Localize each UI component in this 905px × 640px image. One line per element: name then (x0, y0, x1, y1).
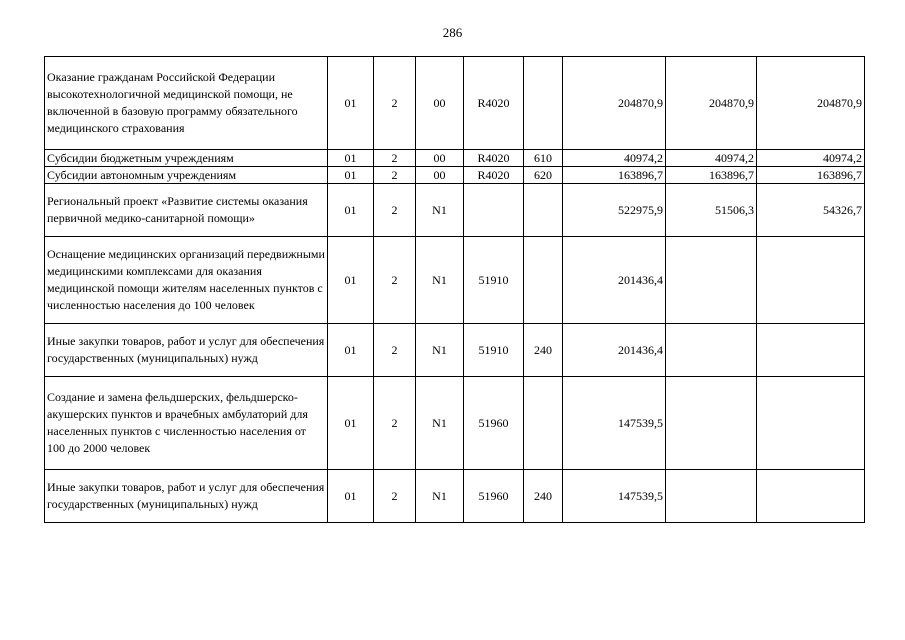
row-expense-type: 620 (524, 167, 563, 184)
row-amount-year2: 163896,7 (666, 167, 757, 184)
row-name: Оказание гражданам Российской Федерации высокотехнологичной медицинской помощи, не включенной в базовую программу обязательного медицинского страхования (45, 57, 328, 150)
row-subsection: 2 (374, 150, 416, 167)
row-name: Субсидии бюджетным учреждениям (45, 150, 328, 167)
budget-table (44, 56, 865, 523)
row-expense-type (524, 237, 563, 324)
row-expense-type: 240 (524, 324, 563, 377)
row-section: 01 (328, 237, 374, 324)
row-amount-year3: 40974,2 (757, 150, 865, 167)
table-row (45, 167, 865, 184)
table-row (45, 470, 865, 523)
row-target-article: 51910 (464, 324, 524, 377)
row-amount-year2: 204870,9 (666, 57, 757, 150)
row-expense-type (524, 377, 563, 470)
row-amount-year1: 204870,9 (563, 57, 666, 150)
row-target-article: R4020 (464, 167, 524, 184)
page-number: 286 (442, 25, 463, 40)
row-expense-type (524, 57, 563, 150)
row-amount-year2 (666, 377, 757, 470)
table-row (45, 377, 865, 470)
row-target-article: R4020 (464, 150, 524, 167)
row-amount-year2 (666, 470, 757, 523)
row-name: Оснащение медицинских организаций передвижными медицинскими комплексами для оказания медицинской помощи жителям населенных пунктов с численностью населения до 100 человек (45, 237, 328, 324)
row-name: Иные закупки товаров, работ и услуг для обеспечения государственных (муниципальных) нужд (45, 324, 328, 377)
row-amount-year3: 204870,9 (757, 57, 865, 150)
row-section: 01 (328, 470, 374, 523)
row-target-article: 51910 (464, 237, 524, 324)
row-subsection: 2 (374, 237, 416, 324)
row-subsection: 2 (374, 57, 416, 150)
row-program: N1 (416, 470, 464, 523)
row-amount-year1: 201436,4 (563, 237, 666, 324)
row-amount-year3 (757, 237, 865, 324)
row-amount-year2 (666, 324, 757, 377)
row-program: 00 (416, 167, 464, 184)
row-section: 01 (328, 324, 374, 377)
row-section: 01 (328, 57, 374, 150)
row-amount-year2: 51506,3 (666, 184, 757, 237)
row-section: 01 (328, 167, 374, 184)
row-section: 01 (328, 184, 374, 237)
row-amount-year2: 40974,2 (666, 150, 757, 167)
row-program: N1 (416, 184, 464, 237)
row-subsection: 2 (374, 470, 416, 523)
row-target-article (464, 184, 524, 237)
table-row (45, 184, 865, 237)
row-amount-year3 (757, 324, 865, 377)
row-program: 00 (416, 150, 464, 167)
row-name: Иные закупки товаров, работ и услуг для обеспечения государственных (муниципальных) нужд (45, 470, 328, 523)
row-section: 01 (328, 377, 374, 470)
row-amount-year1: 522975,9 (563, 184, 666, 237)
row-target-article: 51960 (464, 470, 524, 523)
row-subsection: 2 (374, 184, 416, 237)
row-target-article: R4020 (464, 57, 524, 150)
row-amount-year3 (757, 377, 865, 470)
row-name: Субсидии автономным учреждениям (45, 167, 328, 184)
row-subsection: 2 (374, 167, 416, 184)
row-amount-year1: 147539,5 (563, 470, 666, 523)
row-name: Региональный проект «Развитие системы оказания первичной медико-санитарной помощи» (45, 184, 328, 237)
row-amount-year3 (757, 470, 865, 523)
row-expense-type: 610 (524, 150, 563, 167)
row-amount-year3: 163896,7 (757, 167, 865, 184)
row-name: Создание и замена фельдшерских, фельдшерско-акушерских пунктов и врачебных амбулаторий для населенных пунктов с численностью населения от 100 до 2000 человек (45, 377, 328, 470)
row-amount-year2 (666, 237, 757, 324)
table-row (45, 237, 865, 324)
table-row (45, 324, 865, 377)
row-program: N1 (416, 377, 464, 470)
row-program: 00 (416, 57, 464, 150)
row-amount-year1: 163896,7 (563, 167, 666, 184)
row-program: N1 (416, 324, 464, 377)
row-subsection: 2 (374, 377, 416, 470)
table-row (45, 57, 865, 150)
row-section: 01 (328, 150, 374, 167)
row-expense-type (524, 184, 563, 237)
row-amount-year3: 54326,7 (757, 184, 865, 237)
row-amount-year1: 147539,5 (563, 377, 666, 470)
row-subsection: 2 (374, 324, 416, 377)
row-expense-type: 240 (524, 470, 563, 523)
row-target-article: 51960 (464, 377, 524, 470)
row-amount-year1: 40974,2 (563, 150, 666, 167)
row-amount-year1: 201436,4 (563, 324, 666, 377)
row-program: N1 (416, 237, 464, 324)
table-row (45, 150, 865, 167)
